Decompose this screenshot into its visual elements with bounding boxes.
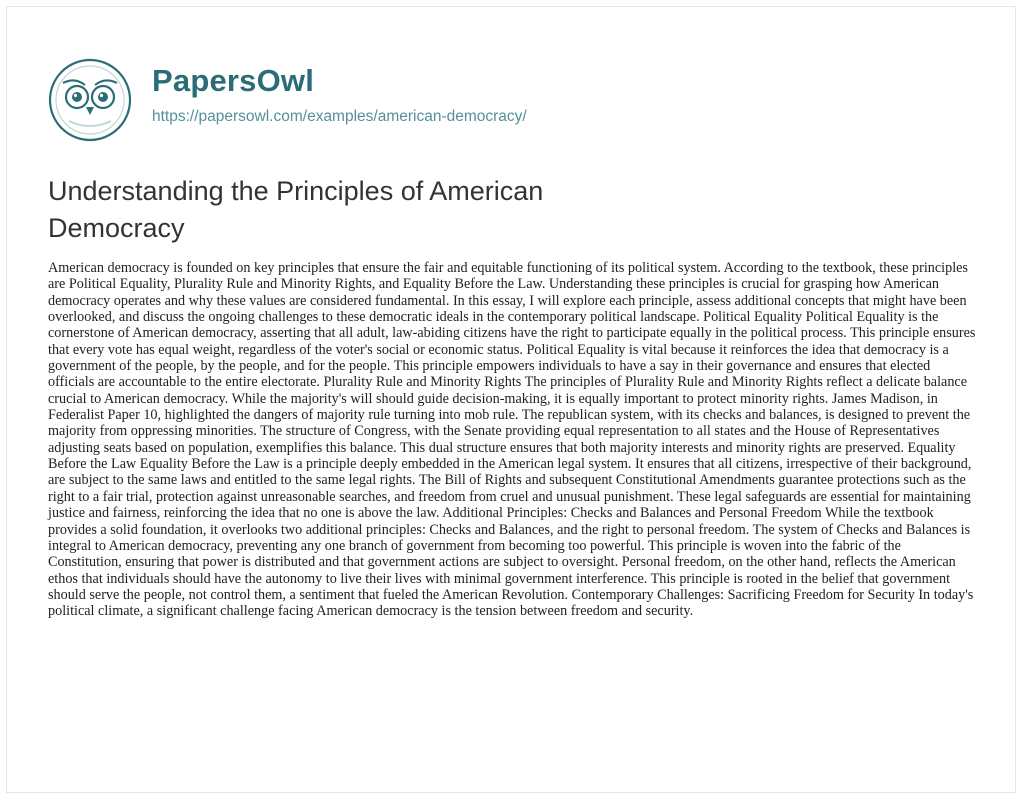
essay-title: Understanding the Principles of American Democracy	[48, 176, 544, 243]
owl-logo-icon	[45, 55, 135, 145]
header	[45, 55, 745, 145]
brand-name: PapersOwl	[152, 63, 315, 98]
source-url-link[interactable]: https://papersowl.com/examples/american-democracy/	[152, 108, 527, 125]
essay-body: American democracy is founded on key principles that ensure the fair and equitable functioning of its political system. According to the textbook, these principles are Political Equality, Plurality Rule and Minority Rights, and Equality Before the Law. Understanding these principles is crucial for grasping how American democracy operates and why these values are considered fundamental. In this essay, I will explore each principle, assess additional concepts that might have been overlooked, and discuss the ongoing challenges to these democratic ideals in the contemporary political landscape. Political Equality Political Equality is the cornerstone of American democracy, asserting that all adult, law-abiding citizens have the right to participate equally in the political process. This principle ensures that every vote has equal weight, regardless of the voter's social or economic status. Political Equality is vital because it reinforces the idea that democracy is a government of the people, by the people, and for the people. This principle empowers individuals to have a say in their governance and ensures that elected officials are accountable to the entire electorate. Plurality Rule and Minority Rights The principles of Plurality Rule and Minority Rights reflect a delicate balance crucial to American democracy. While the majority's will should guide decision-making, it is equally important to protect minority rights. James Madison, in Federalist Paper 10, highlighted the dangers of majority rule turning into mob rule. The republican system, with its checks and balances, is designed to prevent the majority from oppressing minorities. The structure of Congress, with the Senate providing equal representation to all states and the House of Representatives adjusting seats based on population, exemplifies this balance. This dual structure ensures that both majority interests and minority rights are preserved. Equality Before the Law Equality Before the Law is a principle deeply embedded in the American legal system. It ensures that all citizens, irrespective of their background, are subject to the same laws and entitled to the same legal rights. The Bill of Rights and subsequent Constitutional Amendments guarantee protections such as the right to a fair trial, protection against unreasonable searches, and freedom from cruel and unusual punishment. These legal safeguards are essential for maintaining justice and fairness, reinforcing the idea that no one is above the law. Additional Principles: Checks and Balances and Personal Freedom While the textbook provides a solid foundation, it overlooks two additional principles: Checks and Balances, and the right to personal freedom. The system of Checks and Balances is integral to American democracy, preventing any one branch of government from becoming too powerful. This principle is woven into the fabric of the Constitution, ensuring that power is distributed and that government actions are subject to oversight. Personal freedom, on the other hand, reflects the American ethos that individuals should have the autonomy to live their lives with minimal government interference. This principle is rooted in the belief that government should serve the people, not control them, a sentiment that fueled the American Revolution. Contemporary Challenges: Sacrificing Freedom for Security In today's political climate, a significant challenge facing American democracy is the tension between freedom and security.	[48, 260, 976, 620]
